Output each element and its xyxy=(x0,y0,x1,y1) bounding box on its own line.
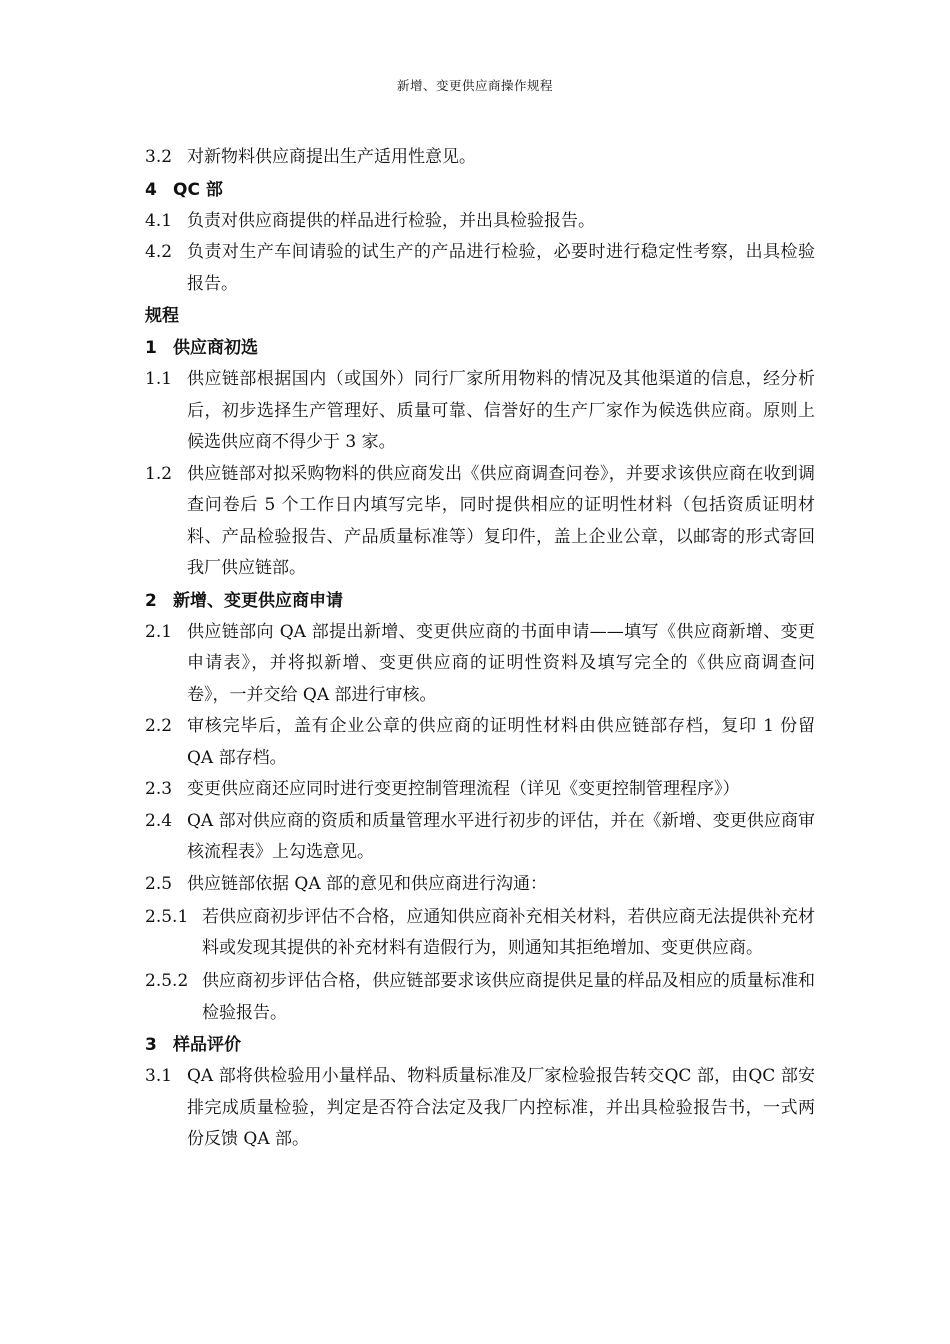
clause-text: 负责对供应商提供的样品进行检验，并出具检验报告。 xyxy=(187,210,595,231)
clause-number: 2.1 xyxy=(145,621,173,642)
document-body xyxy=(145,142,815,1156)
clause-item xyxy=(145,237,815,300)
section-heading xyxy=(145,174,815,206)
clause-item xyxy=(145,142,815,174)
clause-text: 负责对生产车间请验的试生产的产品进行检验，必要时进行稳定性考察，出具检验报告。 xyxy=(187,242,815,294)
clause-number: 2.5 xyxy=(145,873,173,894)
section-title: 规程 xyxy=(145,306,179,326)
section-number: 2 xyxy=(145,590,157,611)
clause-item xyxy=(145,459,815,585)
clause-text: 若供应商初步评估不合格，应通知供应商补充相关材料，若供应商无法提供补充材料或发现其提供的补充材料有造假行为，则通知其拒绝增加、变更供应商。 xyxy=(202,906,815,958)
clause-item xyxy=(145,869,815,901)
clause-item xyxy=(145,1061,815,1156)
section-title: QC 部 xyxy=(173,179,223,200)
clause-text: 供应链部依据 QA 部的意见和供应商进行沟通： xyxy=(187,873,548,894)
clause-number: 2.5.1 xyxy=(145,906,189,927)
clause-number: 2.2 xyxy=(145,716,173,736)
section-number: 1 xyxy=(145,338,157,358)
clause-item xyxy=(145,806,815,869)
section-heading xyxy=(145,1029,815,1061)
section-title: 样品评价 xyxy=(173,1035,241,1055)
clause-number: 3.1 xyxy=(145,1066,173,1086)
clause-number: 2.5.2 xyxy=(145,971,189,991)
clause-number: 4.1 xyxy=(145,210,173,231)
section-heading xyxy=(145,585,815,617)
section-heading xyxy=(145,332,815,364)
section-title: 新增、变更供应商申请 xyxy=(173,590,343,611)
clause-text: 供应链部向 QA 部提出新增、变更供应商的书面申请——填写《供应商新增、变更申请表》，并将拟新增、变更供应商的证明性资料及填写完全的《供应商调查问卷》，一并交给 QA 部进行审核。 xyxy=(187,621,815,705)
clause-number: 1.2 xyxy=(145,463,173,484)
clause-number: 2.3 xyxy=(145,779,173,799)
clause-item xyxy=(145,711,815,774)
section-title: 供应商初选 xyxy=(173,338,258,358)
section-number: 3 xyxy=(145,1035,157,1055)
clause-item xyxy=(145,966,815,1029)
clause-item xyxy=(145,206,815,238)
clause-item xyxy=(145,617,815,712)
clause-text: 供应链部根据国内（或国外）同行厂家所用物料的情况及其他渠道的信息，经分析后，初步选择生产管理好、质量可靠、信誉好的生产厂家作为候选供应商。原则上候选供应商不得少于 3 家。 xyxy=(187,369,815,452)
section-heading xyxy=(145,300,815,332)
clause-text: QA 部对供应商的资质和质量管理水平进行初步的评估，并在《新增、变更供应商审核流程表》上勾选意见。 xyxy=(187,810,815,862)
clause-text: 供应商初步评估合格，供应链部要求该供应商提供足量的样品及相应的质量标准和检验报告。 xyxy=(202,971,815,1023)
clause-text: QA 部将供检验用小量样品、物料质量标准及厂家检验报告转交QC 部，由QC 部安排完成质量检验，判定是否符合法定及我厂内控标准，并出具检验报告书，一式两份反馈 QA 部。 xyxy=(187,1066,815,1149)
page-header: 新增、变更供应商操作规程 xyxy=(396,78,553,93)
clause-number: 1.1 xyxy=(145,369,173,389)
clause-item xyxy=(145,902,815,965)
clause-number: 3.2 xyxy=(145,147,173,167)
clause-text: 审核完毕后，盖有企业公章的供应商的证明性材料由供应链部存档，复印 1 份留 QA 部存档。 xyxy=(187,716,815,768)
clause-number: 4.2 xyxy=(145,242,173,262)
section-number: 4 xyxy=(145,179,157,200)
clause-text: 供应链部对拟采购物料的供应商发出《供应商调查问卷》，并要求该供应商在收到调查问卷后 5 个工作日内填写完毕，同时提供相应的证明性材料（包括资质证明材料、产品检验报告、产品质量标准等）复印件，盖上企业公章，以邮寄的形式寄回我厂供应链部。 xyxy=(187,463,815,578)
clause-text: 对新物料供应商提出生产适用性意见。 xyxy=(187,147,476,167)
clause-number: 2.4 xyxy=(145,810,173,831)
clause-item xyxy=(145,774,815,806)
clause-item xyxy=(145,364,815,459)
clause-text: 变更供应商还应同时进行变更控制管理流程（详见《变更控制管理程序》） xyxy=(187,779,740,799)
